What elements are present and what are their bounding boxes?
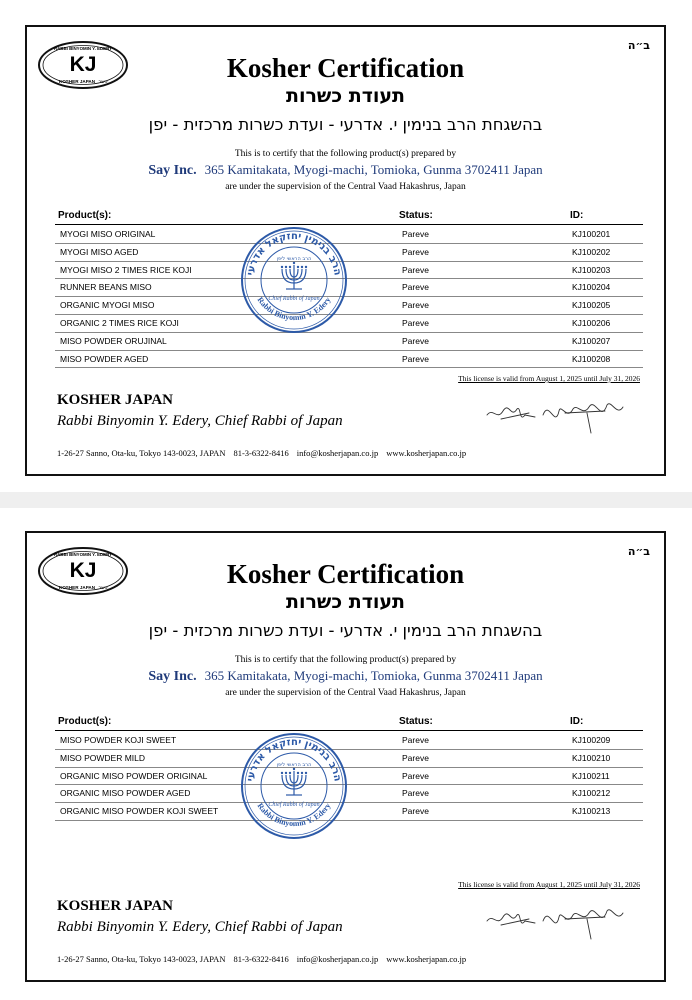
svg-text:KOSHER JAPAN: KOSHER JAPAN [58,79,96,84]
certificate-title: Kosher Certification [226,53,465,83]
product-status: Pareve [402,264,429,275]
footer-website[interactable]: www.kosherjapan.co.jp [386,954,467,964]
column-product: Product(s): [58,210,112,221]
product-id: KJ100206 [572,318,611,328]
company-address: 365 Kamitakata, Myogi-machi, Tomioka, Gunma 3702411 Japan [204,162,543,177]
certify-text: This is to certify that the following product(s) prepared by [234,655,457,665]
table-row [55,350,643,369]
footer-website[interactable]: www.kosherjapan.co.jp [386,448,467,458]
rabbi-line: Rabbi Binyomin Y. Edery, Chief Rabbi of Japan [57,919,343,935]
product-id: KJ100212 [572,788,611,799]
svg-text:Rabbi Binyomin Y. Edery: Rabbi Binyomin Y. Edery [255,295,333,323]
supervision-hebrew: בהשגחת הרב בנימין י. אדרעי - ועדת כשרות מרכזית - יפן [148,115,543,134]
product-name: MISO POWDER ORUJINAL [60,335,167,346]
footer-address: 1-26-27 Sanno, Ota-ku, Tokyo 143-0023, JAPAN [57,448,226,458]
company-name: Say Inc. [148,669,197,684]
svg-text:RABBI BINYOMIN Y. EDERY: RABBI BINYOMIN Y. EDERY [53,552,113,557]
company-address: 365 Kamitakata, Myogi-machi, Tomioka, Gunma 3702411 Japan [204,668,543,683]
product-id: KJ100213 [572,806,611,817]
baruch-hashem-mark: ב״ה [627,39,650,52]
footer-phone: 81-3-6322-8416 [233,954,289,964]
product-id: KJ100209 [572,735,611,745]
table-row [55,296,643,315]
product-status: Pareve [402,318,429,328]
footer-address: 1-26-27 Sanno, Ota-ku, Tokyo 143-0023, JAPAN [57,954,226,964]
product-id: KJ100211 [572,770,610,781]
product-name: MYOGI MISO 2 TIMES RICE KOJI [60,264,192,275]
svg-text:כשר: כשר [98,585,108,591]
column-status: Status: [399,210,433,221]
company-line [27,668,664,685]
product-status: Pareve [402,246,429,257]
table-row [55,314,643,333]
table-row [55,731,643,750]
svg-text:KJ: KJ [69,53,97,76]
svg-text:Chief Rabbi of Japan: Chief Rabbi of Japan [268,802,320,808]
kosher-certificate-1 [25,25,666,476]
product-name: MISO POWDER KOJI SWEET [60,735,177,745]
column-id: ID: [570,210,584,221]
product-id: KJ100204 [572,282,611,293]
column-id: ID: [570,716,584,727]
column-status: Status: [399,716,433,727]
product-name: MISO POWDER MILD [60,752,146,763]
product-id: KJ100210 [572,752,611,763]
rabbi-signature [479,395,629,435]
svg-text:RABBI BINYOMIN Y. EDERY: RABBI BINYOMIN Y. EDERY [53,46,113,51]
product-status: Pareve [402,335,429,346]
table-row [55,261,643,280]
svg-text:הרב הראשי ליפן: הרב הראשי ליפן [276,256,312,262]
product-id: KJ100205 [572,300,611,311]
product-status: Pareve [402,229,429,239]
table-row [55,332,643,351]
baruch-hashem-mark: ב״ה [627,545,650,558]
certificate-title-hebrew: תעודת כשרות [285,85,406,107]
product-name: ORGANIC MISO POWDER AGED [60,788,191,799]
rabbi-signature [479,901,629,941]
table-row [55,225,643,244]
svg-text:Chief Rabbi of Japan: Chief Rabbi of Japan [268,296,320,302]
product-status: Pareve [402,770,429,781]
svg-text:הרב הראשי ליפן: הרב הראשי ליפן [276,762,312,768]
product-name: ORGANIC MISO POWDER KOJI SWEET [60,806,219,817]
product-status: Pareve [402,353,429,364]
product-id: KJ100207 [572,335,611,346]
svg-text:KOSHER JAPAN: KOSHER JAPAN [58,585,96,590]
table-header [55,208,643,225]
product-id: KJ100201 [572,229,611,239]
product-name: RUNNER BEANS MISO [60,282,152,293]
vaad-text: are under the supervision of the Central Vaad Hakashrus, Japan [225,688,466,698]
kosher-certificate-2 [25,531,666,982]
product-status: Pareve [402,735,429,745]
product-name: MYOGI MISO ORIGINAL [60,229,156,239]
footer-email[interactable]: info@kosherjapan.co.jp [296,954,379,964]
product-name: ORGANIC MYOGI MISO [60,300,155,311]
product-name: MYOGI MISO AGED [60,246,139,257]
table-row [55,243,643,262]
product-id: KJ100202 [572,246,611,257]
svg-text:הרב בנימין יחזקאל אדרעי: הרב בנימין יחזקאל אדרעי [245,230,343,277]
org-name: KOSHER JAPAN [57,392,173,408]
table-row [55,802,643,821]
page-separator [0,492,692,508]
svg-text:KJ: KJ [69,559,97,582]
contact-footer [57,448,474,458]
certificate-title-hebrew: תעודת כשרות [285,591,406,613]
product-id: KJ100203 [572,264,611,275]
footer-email[interactable]: info@kosherjapan.co.jp [296,448,379,458]
svg-text:כשר: כשר [98,79,108,85]
product-status: Pareve [402,282,429,293]
table-row [55,749,643,768]
table-row [55,784,643,803]
product-status: Pareve [402,788,429,799]
license-validity: This license is valid from August 1, 2025 until July 31, 2026 [458,374,640,383]
certify-text: This is to certify that the following product(s) prepared by [234,149,457,159]
column-product: Product(s): [58,716,112,727]
product-status: Pareve [402,806,429,817]
table-header [55,714,643,731]
supervision-hebrew: בהשגחת הרב בנימין י. אדרעי - ועדת כשרות מרכזית - יפן [148,621,543,640]
company-line [27,162,664,179]
product-name: ORGANIC 2 TIMES RICE KOJI [60,318,179,328]
footer-phone: 81-3-6322-8416 [233,448,289,458]
product-status: Pareve [402,300,429,311]
product-name: ORGANIC MISO POWDER ORIGINAL [60,770,208,781]
org-name: KOSHER JAPAN [57,898,173,914]
vaad-text: are under the supervision of the Central Vaad Hakashrus, Japan [225,182,466,192]
product-id: KJ100208 [572,353,611,364]
company-name: Say Inc. [148,163,197,178]
license-validity: This license is valid from August 1, 2025 until July 31, 2026 [458,880,640,889]
svg-text:הרב בנימין יחזקאל אדרעי: הרב בנימין יחזקאל אדרעי [245,736,343,783]
rabbi-stamp [239,731,349,841]
rabbi-line: Rabbi Binyomin Y. Edery, Chief Rabbi of Japan [57,413,343,429]
table-row [55,278,643,297]
svg-text:Rabbi Binyomin Y. Edery: Rabbi Binyomin Y. Edery [255,801,333,829]
rabbi-stamp [239,225,349,335]
product-status: Pareve [402,752,429,763]
certificate-title: Kosher Certification [226,559,465,589]
product-name: MISO POWDER AGED [60,353,149,364]
contact-footer [57,954,474,964]
table-row [55,767,643,786]
